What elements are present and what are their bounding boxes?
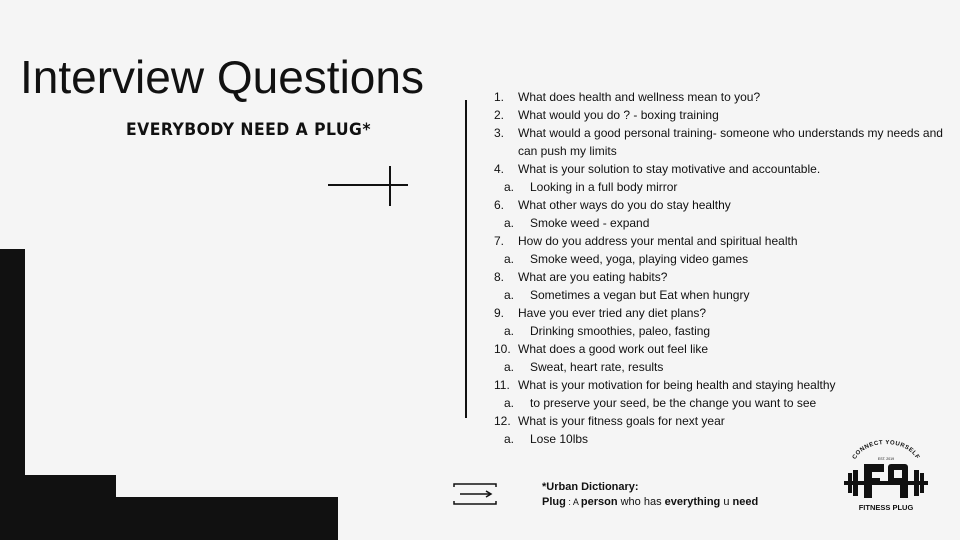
item-number: a. (504, 288, 515, 302)
item-number: a. (504, 324, 515, 338)
black-block-left (0, 249, 25, 475)
interview-question-list (494, 88, 954, 448)
footnote-mid-1: who has (617, 496, 665, 508)
footnote-mid-2: u (720, 496, 733, 508)
item-text: Drinking smoothies, paleo, fasting (530, 324, 711, 338)
item-number: 11. (494, 378, 510, 392)
footnote-term: Plug (542, 496, 566, 508)
logo-name-text: FITNESS PLUG (858, 503, 914, 512)
item-text: How do you address your mental and spiritual health (518, 234, 798, 248)
question-item (494, 304, 954, 322)
item-number: a. (504, 432, 515, 446)
answer-item (494, 214, 954, 232)
footnote-word-everything: everything (664, 496, 721, 508)
item-text: Smoke weed, yoga, playing video games (530, 252, 749, 266)
question-item (494, 124, 954, 160)
answer-item (494, 322, 954, 340)
fitness-plug-logo (838, 440, 934, 516)
black-block-bottom-base (0, 519, 338, 540)
item-number: 4. (494, 162, 505, 176)
arrow-right-icon (452, 482, 498, 511)
item-text: Lose 10lbs (530, 432, 589, 446)
footnote-heading: *Urban Dictionary: (542, 481, 639, 493)
item-number: 12. (494, 414, 511, 428)
item-number: a. (504, 216, 515, 230)
question-item (494, 232, 954, 250)
item-text: What is your fitness goals for next year (518, 414, 725, 428)
item-number: a. (504, 360, 515, 374)
item-number: a. (504, 396, 515, 410)
item-text: What does a good work out feel like (518, 342, 709, 356)
item-text: What other ways do you do stay healthy (518, 198, 731, 212)
item-number: 6. (494, 198, 505, 212)
footnote-word-person: person (580, 496, 618, 508)
answer-item (494, 178, 954, 196)
question-item (494, 196, 954, 214)
slide-title: Interview Questions (20, 51, 424, 103)
item-text: Sometimes a vegan but Eat when hungry (530, 288, 750, 302)
question-item (494, 88, 954, 106)
item-number: a. (504, 180, 515, 194)
item-number: 1. (494, 90, 505, 104)
item-number: 9. (494, 306, 505, 320)
crosshair-vertical-line (389, 166, 391, 206)
item-number: a. (504, 252, 515, 266)
urban-dictionary-footnote (542, 480, 758, 510)
answer-item (494, 358, 954, 376)
item-number: 3. (494, 126, 505, 140)
item-number: 2. (494, 108, 505, 122)
item-text: Smoke weed - expand (530, 216, 650, 230)
question-item (494, 160, 954, 178)
item-text: What would a good personal training- someone who understands my needs and can push my limits (518, 126, 943, 158)
logo-top-text: CONNECT YOURSELF (851, 440, 921, 461)
item-text: Have you ever tried any diet plans? (518, 306, 707, 320)
item-text: Looking in a full body mirror (530, 180, 678, 194)
question-item (494, 412, 954, 430)
item-text: Sweat, heart rate, results (530, 360, 664, 374)
answer-item (494, 250, 954, 268)
question-item (494, 268, 954, 286)
vertical-divider (465, 100, 467, 418)
item-number: 7. (494, 234, 505, 248)
item-text: What is your solution to stay motivative and accountable. (518, 162, 821, 176)
black-block-bottom-step-3 (90, 497, 338, 519)
item-number: 10. (494, 342, 511, 356)
answer-item (494, 286, 954, 304)
answer-item (494, 394, 954, 412)
crosshair-horizontal-line (328, 184, 408, 186)
logo-est-text: EST. 2019 (877, 457, 895, 461)
item-text: What are you eating habits? (518, 270, 668, 284)
footnote-word-need: need (732, 496, 759, 508)
question-item (494, 340, 954, 358)
question-item (494, 106, 954, 124)
item-text: What would you do ? - boxing training (518, 108, 719, 122)
item-text: What does health and wellness mean to you? (518, 90, 761, 104)
item-text: to preserve your seed, be the change you want to see (530, 396, 817, 410)
slide-subtitle: EVERYBODY NEED A PLUG* (126, 120, 371, 140)
item-text: What is your motivation for being health and staying healthy (518, 378, 836, 392)
item-number: 8. (494, 270, 505, 284)
footnote-sep: : A (565, 497, 581, 507)
question-item (494, 376, 954, 394)
